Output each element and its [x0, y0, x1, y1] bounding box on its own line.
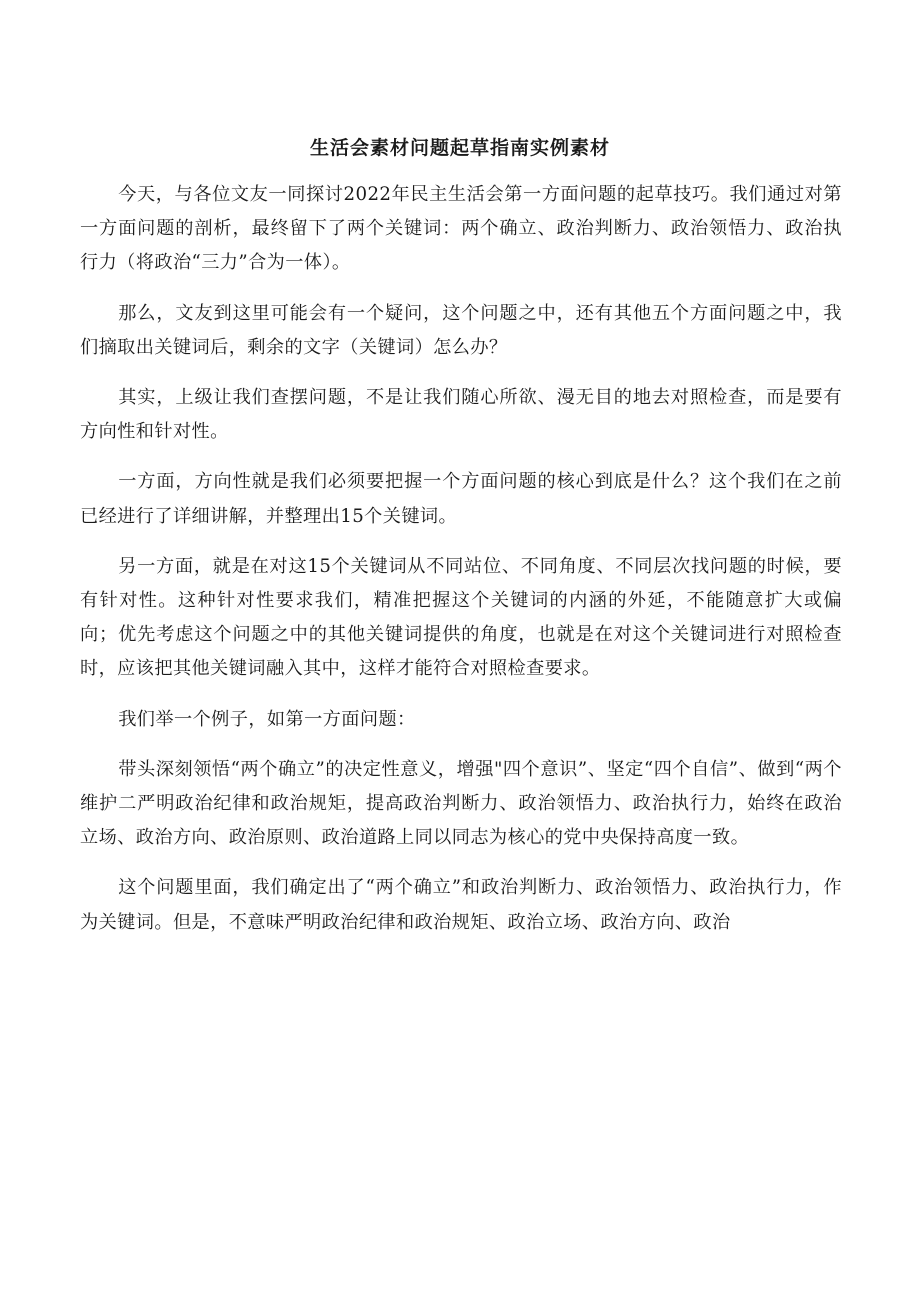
- document-title: 生活会素材问题起草指南实例素材: [309, 137, 610, 159]
- paragraph-4: 一方面，方向性就是我们必须要把握一个方面问题的核心到底是什么？这个我们在之前已经进行了详细讲解，并整理出15个关键词。: [80, 471, 842, 527]
- paragraph-5: 另一方面，就是在对这15个关键词从不同站位、不同角度、不同层次找问题的时候，要有针对性。这种针对性要求我们，精准把握这个关键词的内涵的外延，不能随意扩大或偏向；优先考虑这个问题之中的其他关键词提供的角度，也就是在对这个关键词进行对照检查时，应该把其他关键词融入其中，这样才能符合对照检查要求。: [80, 555, 842, 680]
- paragraph-2: 那么，文友到这里可能会有一个疑问，这个问题之中，还有其他五个方面问题之中，我们摘取出关键词后，剩余的文字（关键词）怎么办？: [80, 302, 842, 358]
- paragraph-6: 我们举一个例子，如第一方面问题：: [118, 708, 416, 730]
- document-body: [80, 178, 842, 940]
- paragraph-1: 今天，与各位文友一同探讨2022年民主生活会第一方面问题的起草技巧。我们通过对第一方面问题的剖析，最终留下了两个关键词：两个确立、政治判断力、政治领悟力、政治执行力（将政治“三力”合为一体）。: [80, 184, 842, 274]
- paragraph-7: 带头深刻领悟“两个确立”的决定性意义，增强"四个意识”、坚定“四个自信”、做到“两个维护二严明政治纪律和政治规矩，提高政治判断力、政治领悟力、政治执行力，始终在政治立场、政治方向、政治原则、政治道路上同以同志为核心的党中央保持高度一致。: [80, 758, 842, 849]
- paragraph-3: 其实，上级让我们查摆问题，不是让我们随心所欲、漫无目的地去对照检查，而是要有方向性和针对性。: [80, 387, 842, 443]
- paragraph-8: 这个问题里面，我们确定出了“两个确立”和政治判断力、政治领悟力、政治执行力，作为关键词。但是，不意味严明政治纪律和政治规矩、政治立场、政治方向、政治: [80, 877, 842, 933]
